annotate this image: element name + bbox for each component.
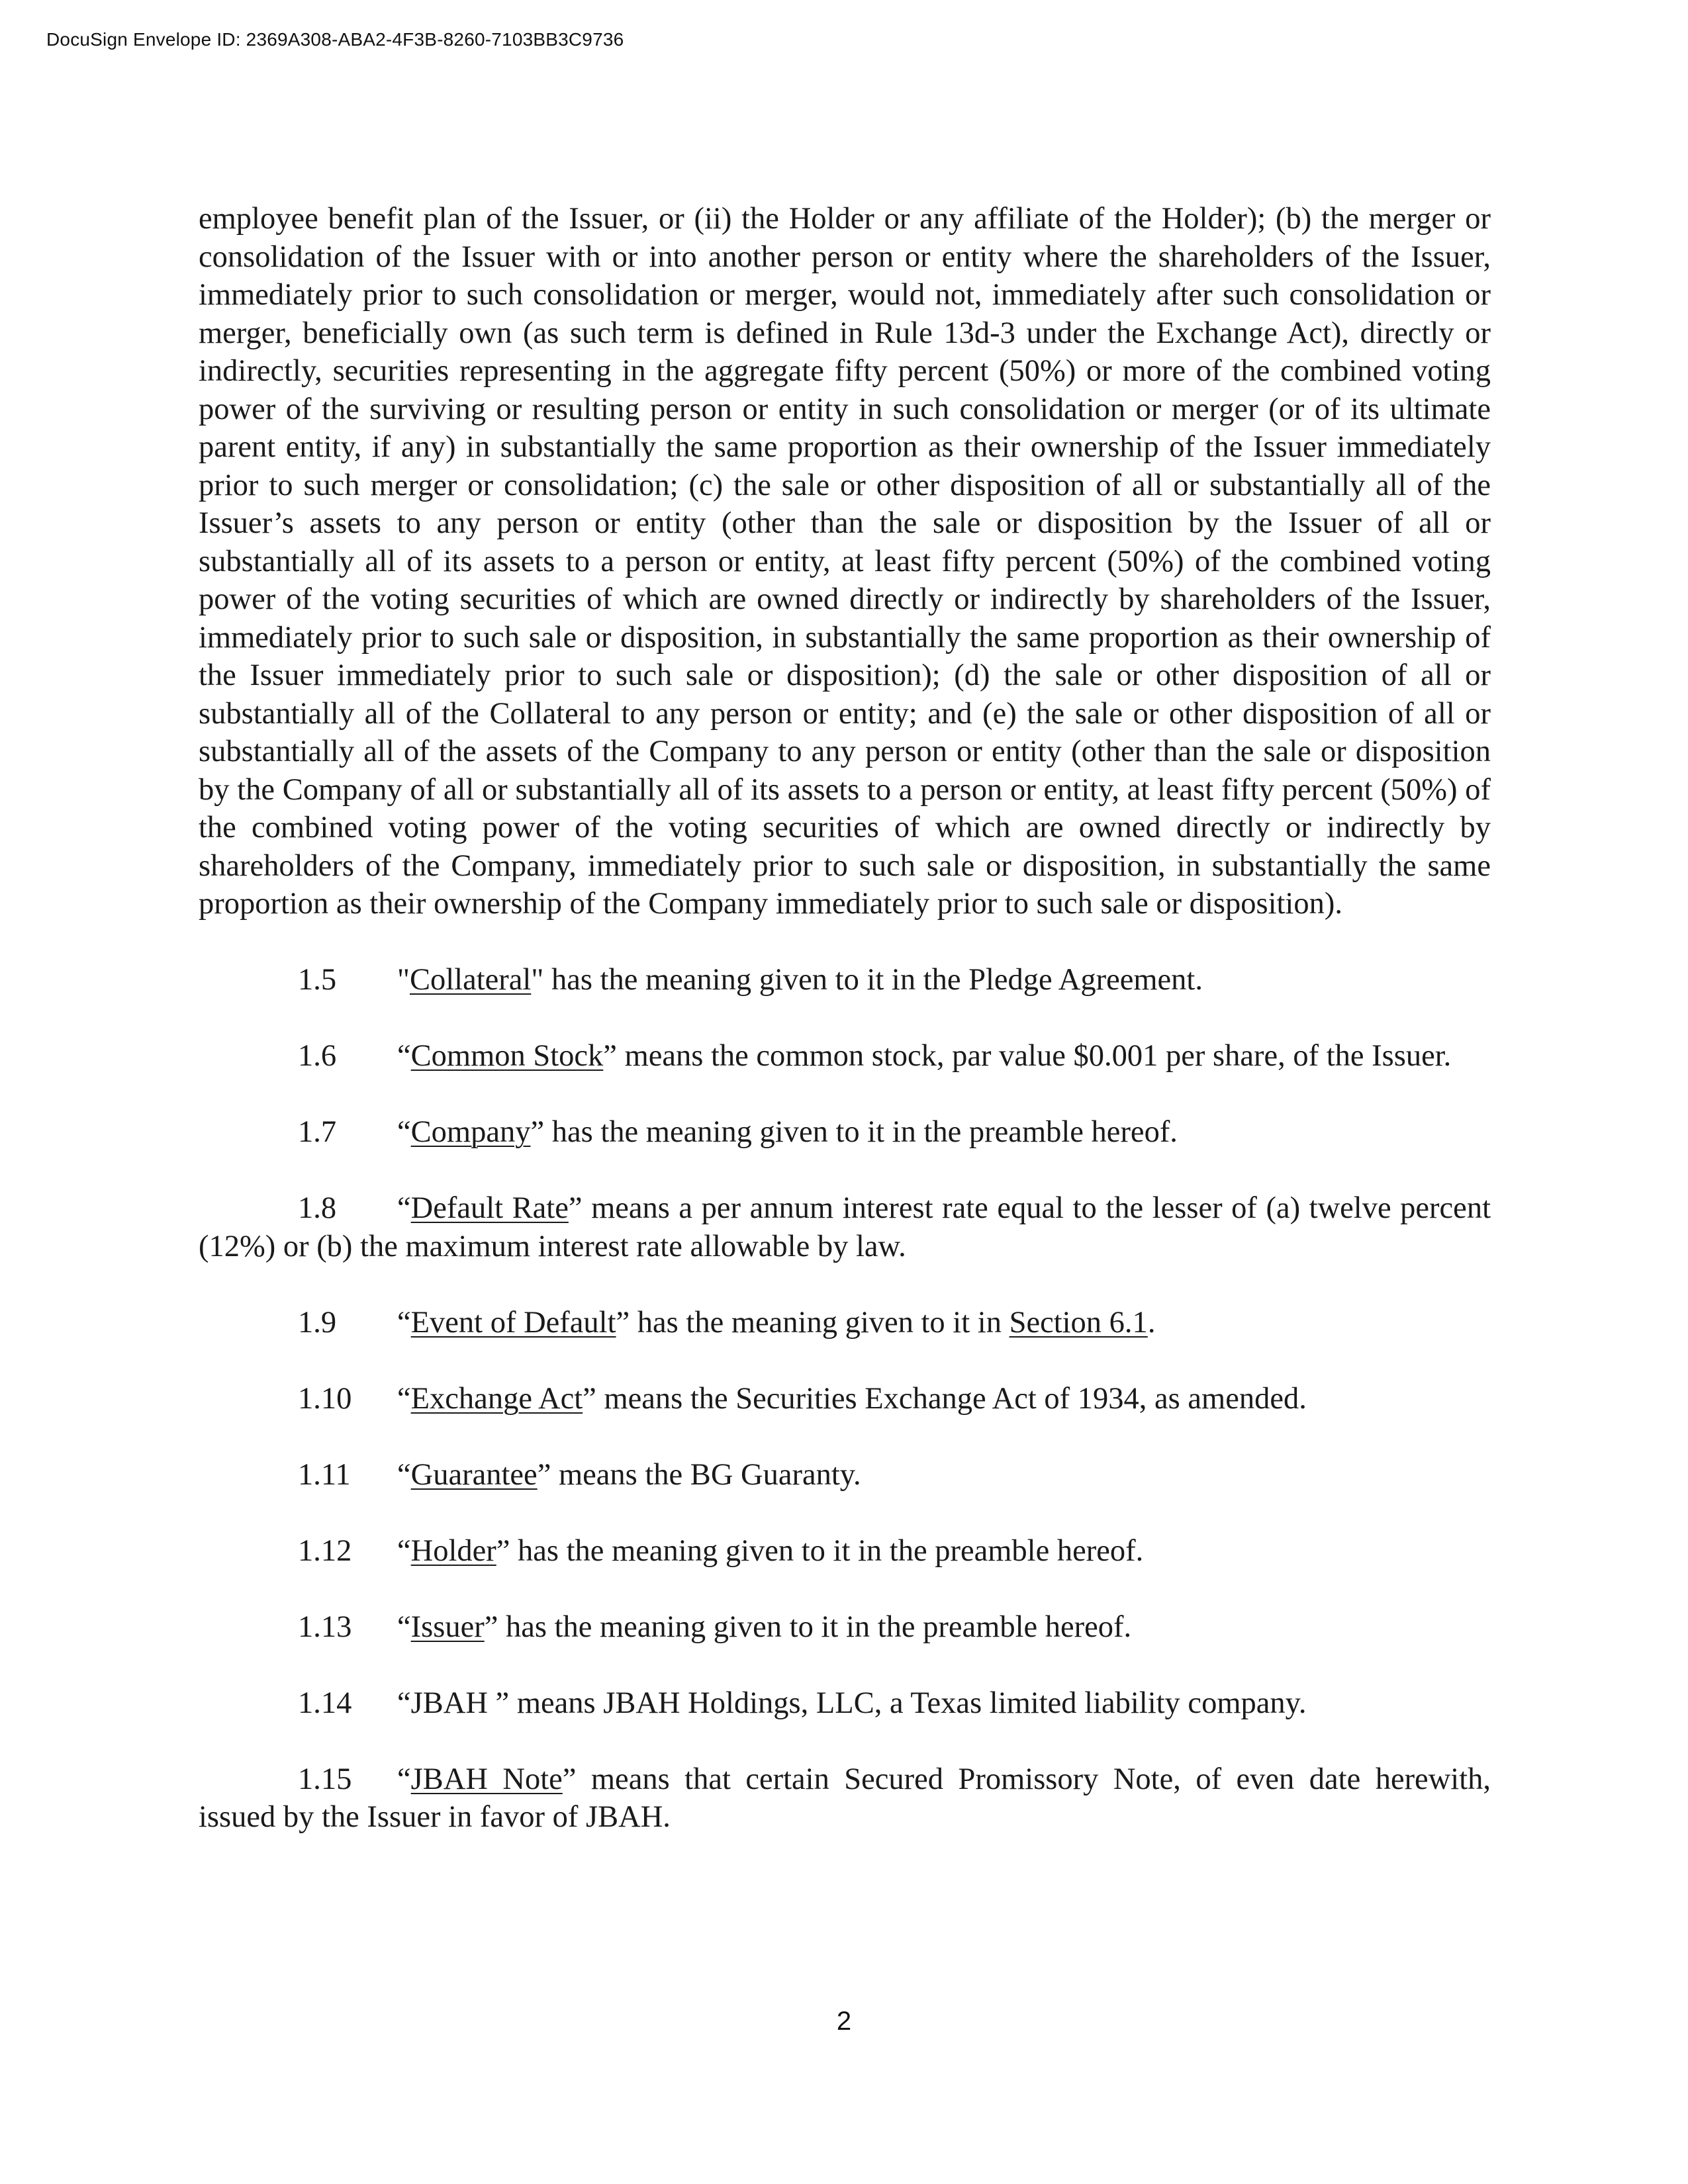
defined-term: Holder — [410, 1533, 496, 1568]
section-number: 1.15 — [298, 1762, 352, 1796]
close-quote: ” — [562, 1762, 577, 1796]
open-quote: “ — [397, 1191, 411, 1225]
section-reference: Section 6.1 — [1009, 1305, 1148, 1340]
defined-term: JBAH — [410, 1686, 496, 1720]
definition-text: means a per annum interest rate equal to the lesser of (a) twelve percent (12%) or (b) the maximum interest rate allowable by law. — [199, 1191, 1491, 1263]
open-quote: “ — [397, 1381, 411, 1416]
close-quote: ” — [484, 1610, 498, 1644]
section-number: 1.7 — [298, 1115, 337, 1149]
close-quote: ” — [603, 1039, 617, 1073]
open-quote: “ — [397, 1686, 411, 1720]
section-number: 1.12 — [298, 1533, 352, 1568]
definition-1-12 — [199, 1532, 1491, 1570]
definition-1-6 — [199, 1037, 1491, 1075]
open-quote: “ — [397, 1039, 411, 1073]
definition-1-8 — [199, 1189, 1491, 1265]
close-quote: ” — [530, 1115, 545, 1149]
definition-1-13 — [199, 1608, 1491, 1647]
section-number: 1.6 — [298, 1039, 337, 1073]
open-quote: “ — [397, 1115, 411, 1149]
open-quote: “ — [397, 1305, 411, 1340]
definition-text: has the meaning given to it in the preamble hereof. — [498, 1610, 1132, 1644]
definition-text: means that certain Secured Promissory Note, of even date herewith, issued by the Issuer in favor of JBAH. — [199, 1762, 1491, 1834]
defined-term: Event of Default — [410, 1305, 616, 1340]
page-number: 2 — [836, 2007, 852, 2036]
section-number: 1.8 — [298, 1191, 337, 1225]
definition-1-7 — [199, 1113, 1491, 1152]
section-number: 1.10 — [298, 1381, 352, 1416]
definition-1-15 — [199, 1760, 1491, 1837]
close-quote: ” — [495, 1686, 510, 1720]
section-number: 1.5 — [298, 963, 337, 997]
defined-term: Issuer — [410, 1610, 485, 1644]
definition-1-11 — [199, 1456, 1491, 1494]
opening-paragraph: employee benefit plan of the Issuer, or (ii) the Holder or any affiliate of the Holder); (b) the merger or consolidation of the Issuer with or into another person or entity where the shareholders of the Issuer, immediately prior to such consolidation or merger, would not, immediately after such consolidation or merger, beneficially own (as such term is defined in Rule 13d-3 under the Exchange Act), directly or indirectly, securities representing in the aggregate fifty percent (50%) or more of the combined voting power of the surviving or resulting person or entity in such consolidation or merger (or of its ultimate parent entity, if any) in substantially the same proportion as their ownership of the Issuer immediately prior to such merger or consolidation; (c) the sale or other disposition of all or substantially all of the Issuer’s assets to any person or entity (other than the sale or disposition by the Issuer of all or substantially all of its assets to a person or entity, at least fifty percent (50%) of the combined voting power of the voting securities of which are owned directly or indirectly by shareholders of the Issuer, immediately prior to such sale or disposition, in substantially the same proportion as their ownership of the Issuer immediately prior to such sale or disposition); (d) the sale or other disposition of all or substantially all of the Collateral to any person or entity; and (e) the sale or other disposition of all or substantially all of the assets of the Company to any person or entity (other than the sale or disposition by the Company of all or substantially all of its assets to a person or entity, at least fifty percent (50%) of the combined voting power of the voting securities of which are owned directly or indirectly by shareholders of the Company, immediately prior to such sale or disposition, in substantially the same proportion as their ownership of the Company immediately prior to such sale or disposition). — [199, 202, 1491, 921]
defined-term: JBAH Note — [410, 1762, 563, 1796]
definition-text: has the meaning given to it in — [630, 1305, 1009, 1340]
section-number: 1.13 — [298, 1610, 352, 1644]
close-quote: ” — [583, 1381, 596, 1416]
definition-text: means the BG Guaranty. — [551, 1457, 861, 1492]
definition-text: means the common stock, par value $0.001 per share, of the Issuer. — [616, 1039, 1452, 1073]
definition-text: has the meaning given to it in the preamble hereof. — [510, 1533, 1144, 1568]
close-quote: ” — [568, 1191, 583, 1225]
section-number: 1.11 — [298, 1457, 351, 1492]
section-number: 1.14 — [298, 1686, 352, 1720]
definition-text: means the Securities Exchange Act of 1934, as amended. — [596, 1381, 1307, 1416]
defined-term: Guarantee — [410, 1457, 538, 1492]
open-quote: “ — [397, 1533, 411, 1568]
definition-1-14 — [199, 1684, 1491, 1723]
close-quote: ” — [616, 1305, 630, 1340]
defined-term: Default Rate — [410, 1191, 569, 1225]
close-quote: ” — [496, 1533, 510, 1568]
definition-1-10 — [199, 1380, 1491, 1418]
definition-tail: . — [1147, 1305, 1156, 1340]
close-quote: " — [531, 963, 544, 997]
definition-1-9 — [199, 1304, 1491, 1342]
open-quote: “ — [397, 1457, 411, 1492]
docusign-envelope-id: DocuSign Envelope ID: 2369A308-ABA2-4F3B-8260-7103BB3C9736 — [46, 29, 624, 50]
open-quote: " — [397, 963, 410, 997]
document-body — [199, 200, 1491, 1874]
defined-term: Collateral — [409, 963, 532, 997]
section-number: 1.9 — [298, 1305, 337, 1340]
open-quote: “ — [397, 1610, 411, 1644]
definition-1-5 — [199, 961, 1491, 999]
definition-text: means JBAH Holdings, LLC, a Texas limited liability company. — [509, 1686, 1307, 1720]
defined-term: Exchange Act — [410, 1381, 583, 1416]
open-quote: “ — [397, 1762, 411, 1796]
defined-term: Common Stock — [410, 1039, 604, 1073]
definition-text: has the meaning given to it in the Pledge Agreement. — [543, 963, 1203, 997]
definition-text: has the meaning given to it in the preamble hereof. — [544, 1115, 1178, 1149]
defined-term: Company — [410, 1115, 531, 1149]
close-quote: ” — [537, 1457, 551, 1492]
